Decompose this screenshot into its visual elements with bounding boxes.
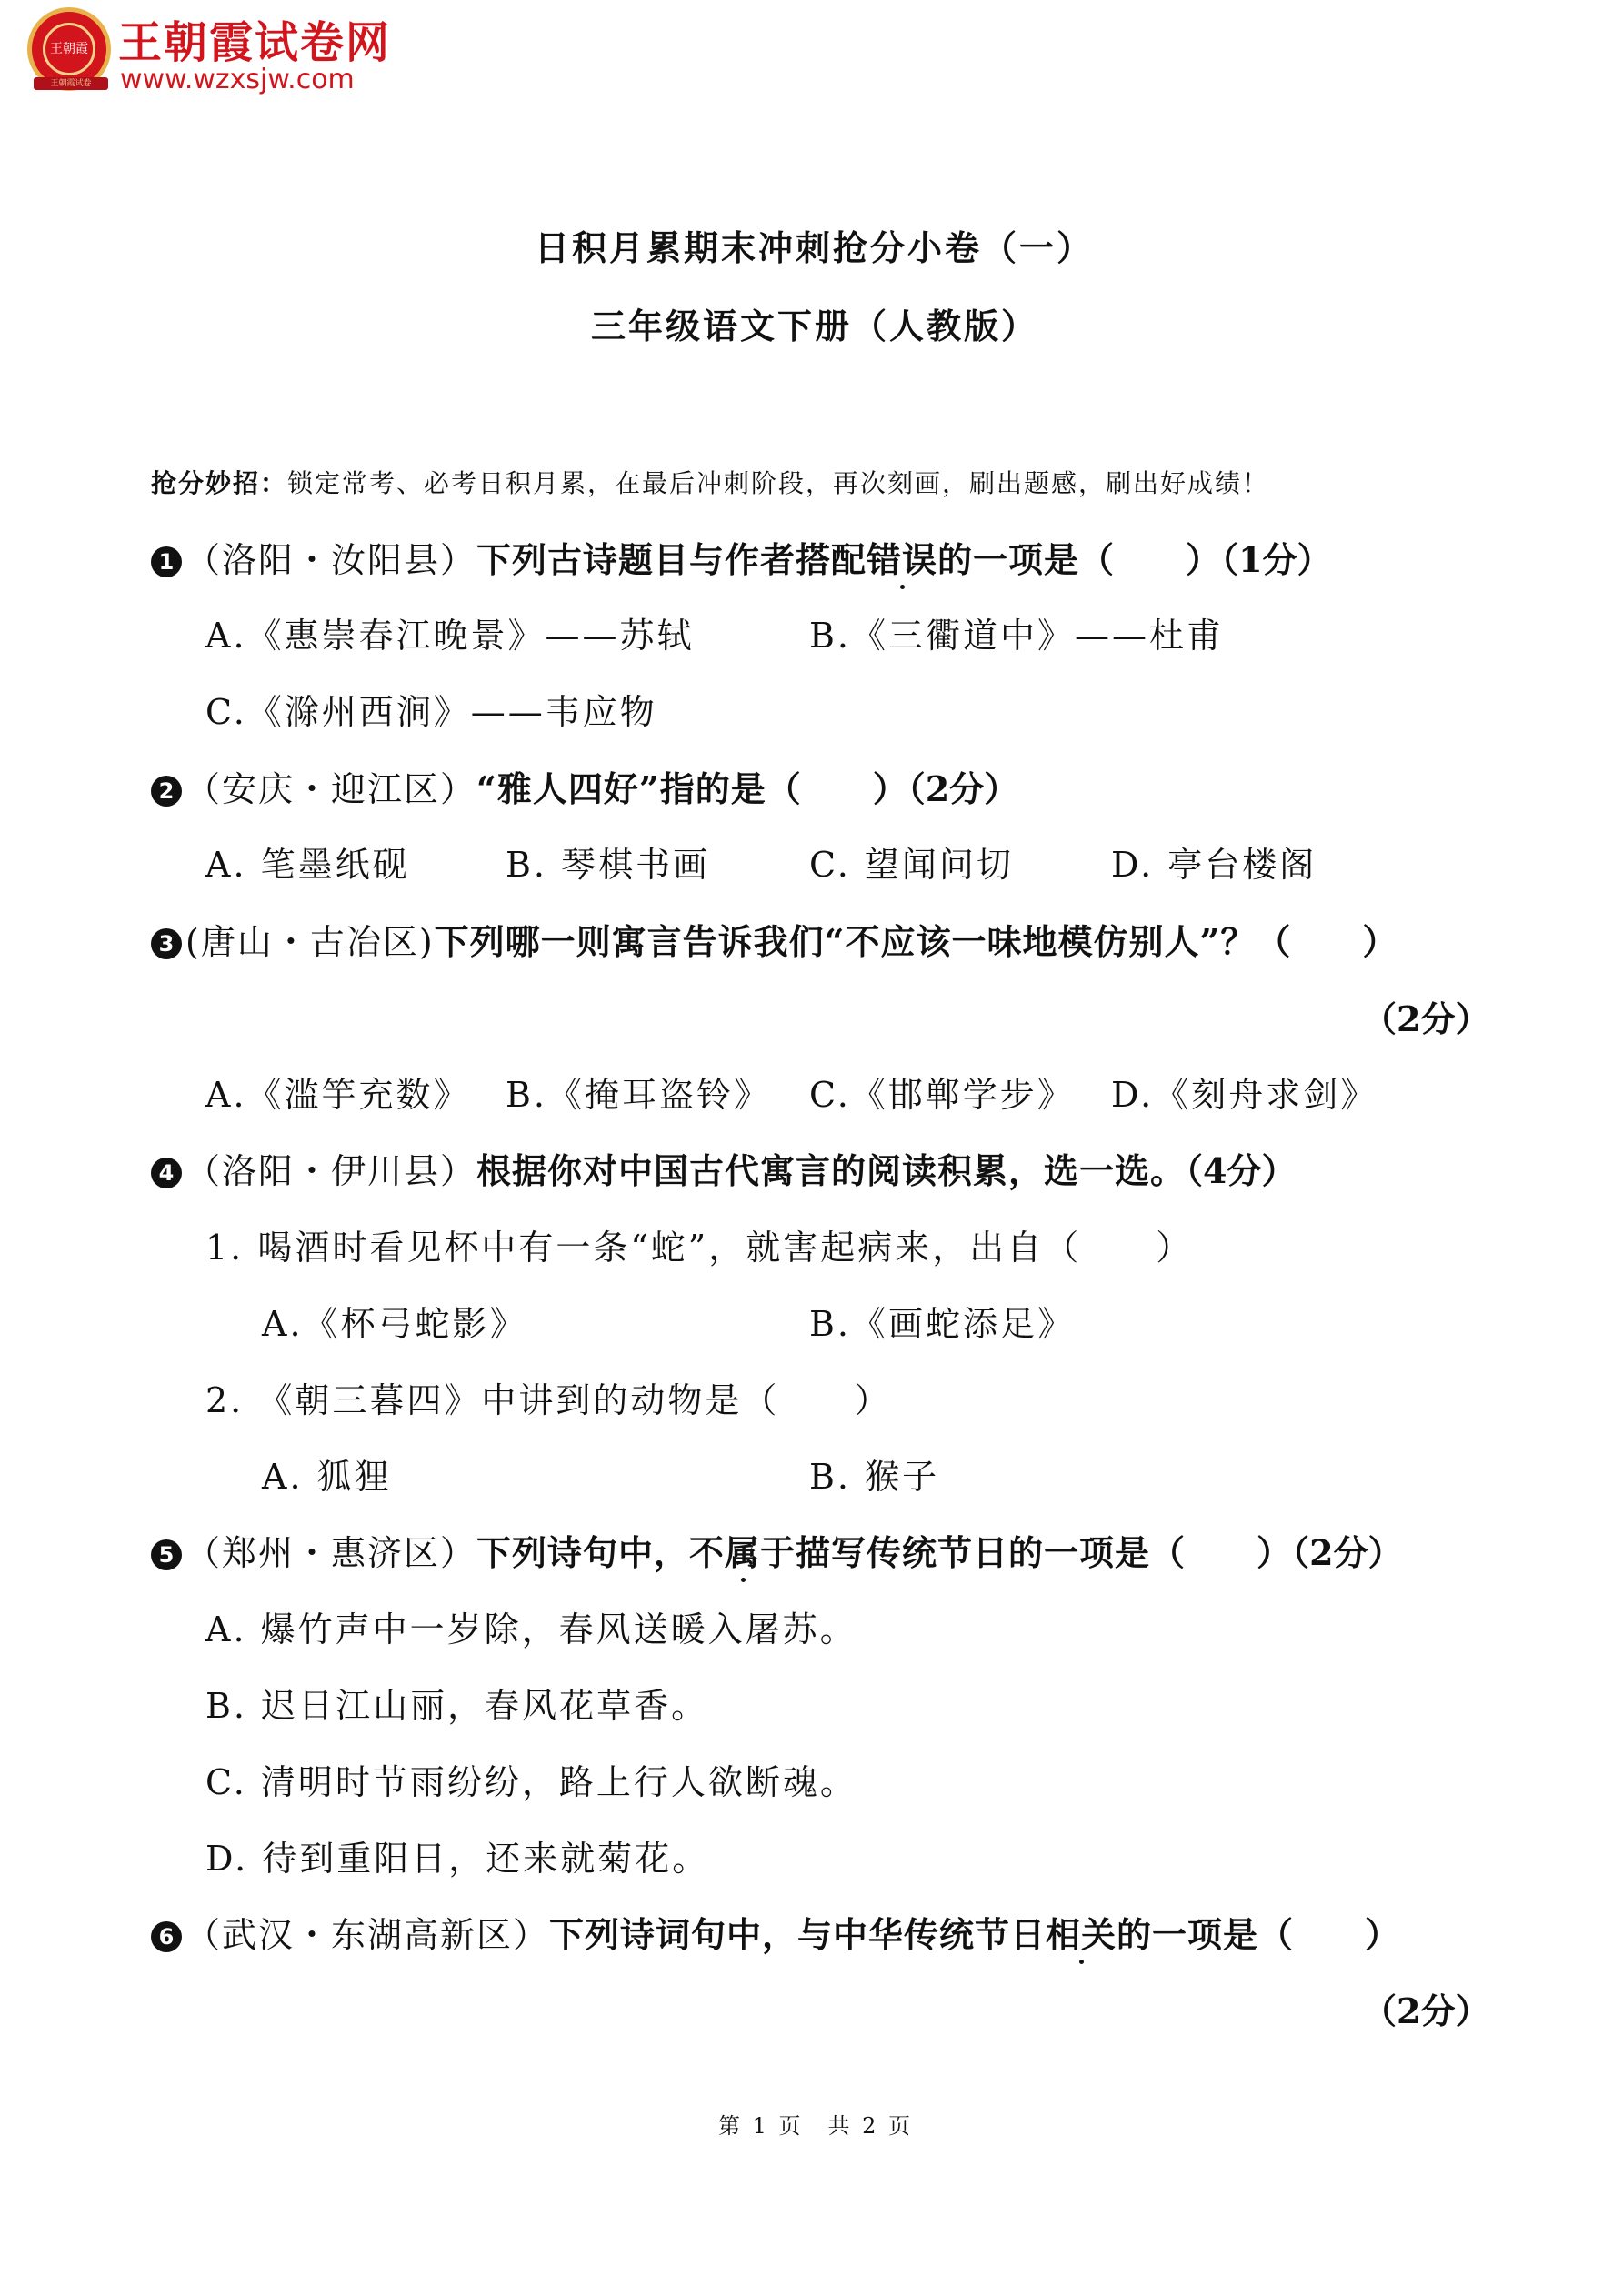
option[interactable]: C. 望闻问切 [809,845,1014,885]
question-stem: 下列哪一则寓言告诉我们“不应该一味地模仿别人”？（ ） [434,921,1398,962]
question-4 [151,1143,1296,1193]
question-number-badge: 4 [151,1158,182,1188]
option[interactable]: A. 笔墨纸砚 [205,845,410,885]
question-source: （洛阳・伊川县） [185,1151,477,1191]
brand-logo-seal [27,7,111,91]
question-source: （安庆・迎江区） [185,769,477,809]
option[interactable]: D. 亭台楼阁 [1111,845,1317,885]
option[interactable]: A.《杯弓蛇影》 [262,1304,527,1344]
question-number-badge: 2 [151,776,182,807]
page-subtitle: 三年级语文下册（人教版） [591,306,1039,346]
question-points: （1分） [1221,539,1332,580]
option[interactable]: B.《画蛇添足》 [809,1304,1076,1344]
tip-text: 锁定常考、必考日积月累，在最后冲刺阶段，再次刻画，刷出题感，刷出好成绩！ [287,468,1270,498]
option[interactable]: D. 待到重阳日，还来就菊花。 [205,1839,710,1879]
question-points: （2分） [1362,1990,1490,2031]
question-5 [151,1525,1403,1575]
option[interactable]: B. 猴子 [809,1457,940,1497]
logo-ribbon-text: 王朝霞试卷 [34,77,108,90]
question-number-badge: 6 [151,1921,182,1952]
option[interactable]: D.《刻舟求剑》 [1111,1075,1378,1115]
page-footer: 第 1 页 共 2 页 [718,2113,914,2139]
brand-name: 王朝霞试卷网 [118,17,392,68]
question-number-badge: 1 [151,546,182,577]
question-1 [151,532,1332,582]
question-points: （2分） [907,768,1019,809]
sub-question-2: 2. 《朝三暮四》中讲到的动物是（ ） [205,1380,892,1420]
question-stem: 下列诗句中，不属于描写传统节日的一项是（ ） [476,1532,1293,1573]
question-points: （2分） [1292,1532,1403,1573]
option[interactable]: C.《邯郸学步》 [809,1075,1075,1115]
tip-label: 抢分妙招： [151,468,288,498]
option[interactable]: B.《三衢道中》——杜甫 [809,616,1225,656]
option[interactable]: B.《掩耳盗铃》 [506,1075,772,1115]
question-source: （洛阳・汝阳县） [185,540,477,580]
emphasis-dots: 错误 [867,539,938,580]
emphasis-dots: 不属于 [689,1532,796,1573]
question-source: (唐山・古冶区) [185,922,435,962]
option[interactable]: B. 迟日江山丽，春风花草香。 [205,1686,709,1726]
brand-url[interactable]: www.wzxsjw.com [120,64,355,95]
question-points: （4分） [1186,1150,1297,1191]
page-title: 日积月累期末冲刺抢分小卷（一） [535,227,1095,268]
question-6 [151,1907,1400,1957]
option[interactable]: A.《滥竽充数》 [205,1075,471,1115]
option[interactable]: A. 狐狸 [262,1457,392,1497]
question-3 [151,914,1398,964]
question-source: （郑州・惠济区） [185,1533,477,1573]
question-number-badge: 3 [151,928,182,959]
question-source: （武汉・东湖高新区） [185,1915,550,1955]
question-2 [151,761,1018,811]
option[interactable]: A.《惠崇春江晚景》——苏轼 [205,616,695,656]
question-points: （2分） [1362,998,1490,1039]
question-stem: “雅人四好”指的是（ ） [476,768,908,809]
question-stem: 根据你对中国古代寓言的阅读积累，选一选。 [476,1150,1187,1191]
question-stem: 下列诗词句中，与中华传统节日相关的一项是（ ） [549,1914,1401,1955]
option[interactable]: C. 清明时节雨纷纷，路上行人欲断魂。 [205,1762,857,1802]
tip-line [151,464,1269,500]
emphasis-dots: 相关 [1046,1914,1117,1955]
option[interactable]: C.《滁州西涧》——韦应物 [205,692,657,732]
logo-seal-text: 王朝霞 [43,23,95,75]
option[interactable]: A. 爆竹声中一岁除，春风送暖入屠苏。 [205,1609,857,1649]
sub-question-1: 1. 喝酒时看见杯中有一条“蛇”，就害起病来，出自（ ） [205,1228,1194,1268]
option[interactable]: B. 琴棋书画 [506,845,711,885]
question-stem: 下列古诗题目与作者搭配错误的一项是（ ） [476,539,1222,580]
question-number-badge: 5 [151,1539,182,1570]
